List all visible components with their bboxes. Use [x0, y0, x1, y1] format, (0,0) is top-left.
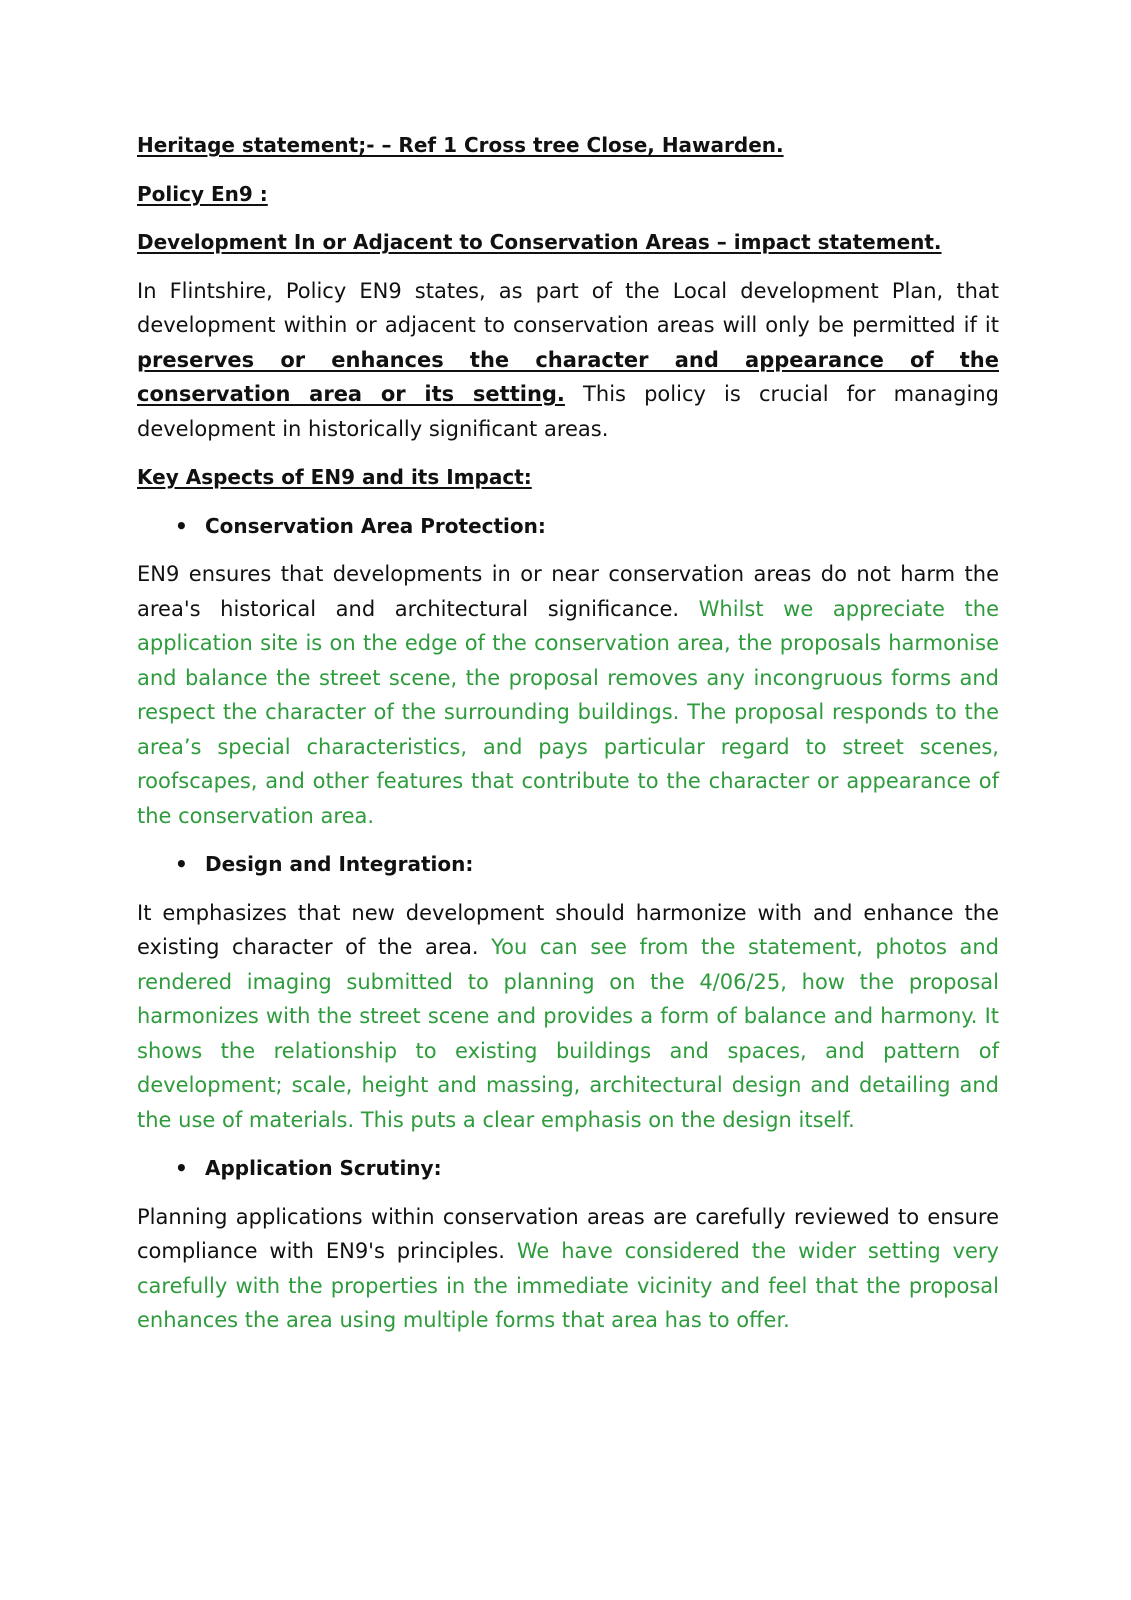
- section-text: It emphasizes that new development should harmonize with and enhance the existing character of the area.: [137, 900, 999, 959]
- bullet-design-and-integration: [137, 847, 999, 882]
- intro-emphasis: preserves or enhances the character and appearance of the conservation area or its setting.: [137, 347, 999, 406]
- bullet-label: Conservation Area Protection:: [205, 513, 546, 538]
- bullet-dot-icon: •: [175, 513, 188, 538]
- policy-heading: Policy En9 :: [137, 181, 268, 206]
- document-subtitle: Development In or Adjacent to Conservation Areas – impact statement.: [137, 230, 942, 254]
- intro-text-part2: This policy is crucial for managing development in historically significant areas.: [137, 382, 999, 441]
- bullet-application-scrutiny: [137, 1151, 999, 1186]
- bullet-dot-icon: •: [175, 1156, 188, 1180]
- section-response: We have considered the wider setting very carefully with the properties in the immediate vicinity and feel that the proposal enhances the area using multiple forms that area has to offer.: [137, 1239, 999, 1332]
- bullet-label: Application Scrutiny:: [205, 1156, 442, 1180]
- section-paragraph-design: [137, 896, 999, 1138]
- document-title: Heritage statement;- – Ref 1 Cross tree Close, Hawarden.: [137, 133, 784, 157]
- bullet-dot-icon: •: [175, 852, 188, 876]
- intro-text-part1: In Flintshire, Policy EN9 states, as part of the Local development Plan, that development within or adjacent to conservation areas will only be permitted if it: [137, 278, 999, 337]
- section-text: EN9 ensures that developments in or near conservation areas do not harm the area's historical and architectural significance.: [137, 562, 999, 621]
- intro-paragraph: [137, 274, 999, 447]
- section-paragraph-scrutiny: [137, 1200, 999, 1338]
- document-page: [137, 128, 999, 1352]
- section-text: Planning applications within conservation areas are carefully reviewed to ensure compliance with EN9's principles.: [137, 1204, 999, 1263]
- bullet-label: Design and Integration:: [205, 852, 474, 876]
- bullet-conservation-area-protection: [137, 509, 999, 544]
- key-aspects-heading: Key Aspects of EN9 and its Impact:: [137, 465, 532, 489]
- section-response: Whilst we appreciate the application site is on the edge of the conservation area, the proposals harmonise and balance the street scene, the proposal removes any incongruous forms and respect the character of the surrounding buildings. The proposal responds to the area’s special characteristics, and pays particular regard to street scenes, roofscapes, and other features that contribute to the character or appearance of the conservation area.: [137, 596, 999, 828]
- section-paragraph-conservation: [137, 557, 999, 833]
- section-response: You can see from the statement, photos and rendered imaging submitted to planning on the 4/06/25, how the proposal harmonizes with the street scene and provides a form of balance and harmony. It shows the relationship to existing buildings and spaces, and pattern of development; scale, height and massing, architectural design and detailing and the use of materials. This puts a clear emphasis on the design itself.: [137, 935, 1000, 1132]
